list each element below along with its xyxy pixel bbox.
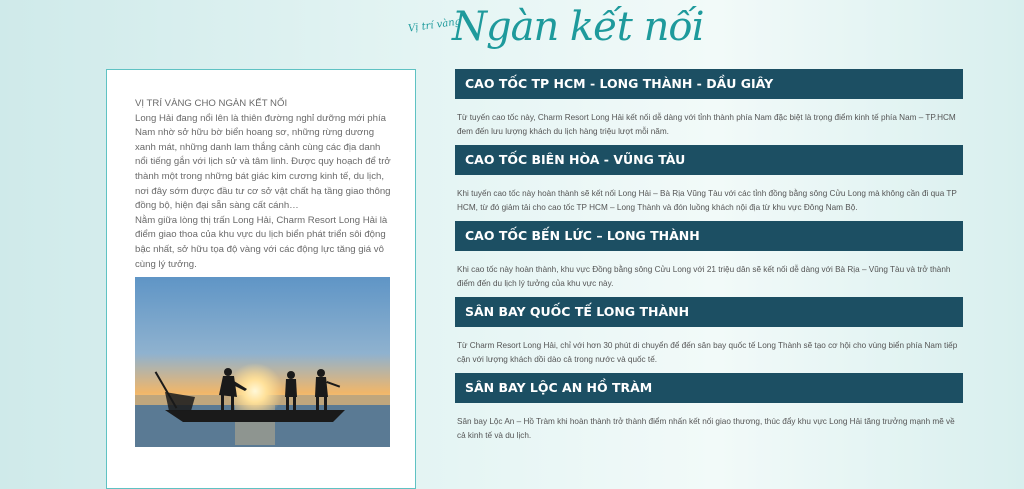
section-title: CAO TỐC BẾN LỨC – LONG THÀNH	[455, 221, 963, 251]
section-hcm-long-thanh-dau-giay	[455, 69, 963, 145]
section-loc-an-ho-tram-airport	[455, 373, 963, 449]
section-description: Từ Charm Resort Long Hải, chỉ với hơn 30 phút di chuyển để đến sân bay quốc tế Long Thành sẽ tạo cơ hội cho vùng biển phía Nam tiếp cận với lượng khách dồi dào cả trong nước và quốc tế.	[457, 341, 958, 364]
section-long-thanh-airport	[455, 297, 963, 373]
info-card-paragraph-1: Long Hải đang nổi lên là thiên đường nghỉ dưỡng mới phía Nam nhờ sở hữu bờ biển hoang sơ, những rừng dương xanh mát, những danh lam thắng cảnh cùng các địa danh nổi tiếng gắn với lịch sử và tâm linh. Được quy hoạch để trở thành một trong những bát giác kim cương kinh tế, du lịch, nơi đây sớm được đầu tư cơ sở vật chất hạ tầng giao thông đồng bộ, hiện đại sẵn sàng cất cánh…	[135, 112, 391, 212]
section-bien-hoa-vung-tau	[455, 145, 963, 221]
section-title: CAO TỐC TP HCM - LONG THÀNH - DẦU GIÂY	[455, 69, 963, 99]
info-card-text	[135, 97, 391, 272]
section-title: CAO TỐC BIÊN HÒA - VŨNG TÀU	[455, 145, 963, 175]
section-description: Sân bay Lộc An – Hồ Tràm khi hoàn thành trở thành điểm nhấn kết nối giao thương, thúc đẩy khu vực Long Hải tăng trưởng mạnh mẽ về cả kinh tế và du lịch.	[457, 417, 955, 440]
section-description: Khi tuyến cao tốc này hoàn thành sẽ kết nối Long Hải – Bà Rịa Vũng Tàu với các tỉnh đồng bằng sông Cửu Long mà không cần đi qua TP HCM, từ đó giảm tải cho cao tốc TP HCM – Long Thành và đón luồng khách nội địa từ khu vực Đông Nam Bộ.	[457, 189, 957, 212]
subtitle-script: Vị trí vàng	[407, 16, 462, 35]
info-card-paragraph-2: Nằm giữa lòng thị trấn Long Hải, Charm Resort Long Hải là điểm giao thoa của khu vực du lịch biển phát triển sôi động bậc nhất, sở hữu tọa độ vàng với các động lực tăng giá vô cùng lý tưởng.	[135, 214, 388, 270]
info-card-heading: VỊ TRÍ VÀNG CHO NGÀN KẾT NỐI	[135, 98, 288, 109]
section-title: SÂN BAY LỘC AN HỒ TRÀM	[455, 373, 963, 403]
section-ben-luc-long-thanh	[455, 221, 963, 297]
section-description: Khi cao tốc này hoàn thành, khu vực Đồng bằng sông Cửu Long với 21 triệu dân sẽ kết nối dễ dàng với Bà Rịa – Vũng Tàu và trở thành điểm đến du lịch lý tưởng của khu vực này.	[457, 265, 951, 288]
section-description: Từ tuyến cao tốc này, Charm Resort Long Hải kết nối dễ dàng với tỉnh thành phía Nam đặc biệt là trọng điểm kinh tế phía Nam – TP.HCM đem đến lưu lượng khách du lịch hàng triệu lượt mỗi năm.	[457, 113, 956, 136]
connections-list	[455, 69, 963, 449]
section-title: SÂN BAY QUỐC TẾ LONG THÀNH	[455, 297, 963, 327]
page-title: Ngàn kết nối	[452, 4, 704, 50]
fishermen-sunset-photo	[135, 277, 390, 447]
